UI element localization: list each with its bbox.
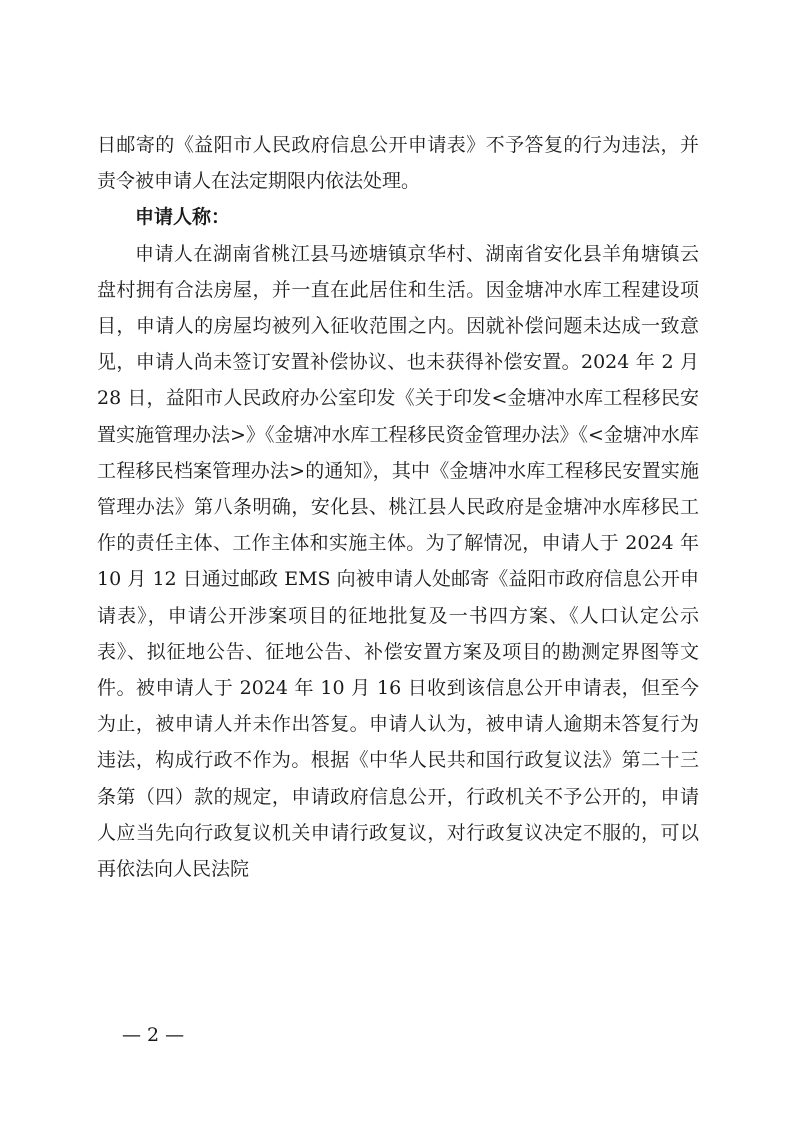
page-number: — 2 — xyxy=(122,1024,185,1046)
document-body xyxy=(97,127,699,887)
continuation-paragraph: 日邮寄的《益阳市人民政府信息公开申请表》不予答复的行为违法，并责令被申请人在法定期限内依法处理。 xyxy=(97,134,699,193)
body-paragraph: 申请人在湖南省桃江县马迹塘镇京华村、湖南省安化县羊角塘镇云盘村拥有合法房屋，并一直在此居住和生活。因金塘冲水库工程建设项目，申请人的房屋均被列入征收范围之内。因就补偿问题未达成一致意见，申请人尚未签订安置补偿协议、也未获得补偿安置。2024 年 2 月 28 日，益阳市人民政府办公室印发《关于印发<金塘冲水库工程移民安置实施管理办法>》《金塘冲水库工程移民资金管理办法》《<金塘冲水库工程移民档案管理办法>的通知》，其中《金塘冲水库工程移民安置实施管理办法》第八条明确，安化县、桃江县人民政府是金塘冲水库移民工作的责任主体、工作主体和实施主体。为了解情况，申请人于 2024 年 10 月 12 日通过邮政 EMS 向被申请人处邮寄《益阳市政府信息公开申请表》，申请公开涉案项目的征地批复及一书四方案、《人口认定公示表》、拟征地公告、征地公告、补偿安置方案及项目的勘测定界图等文件。被申请人于 2024 年 10 月 16 日收到该信息公开申请表，但至今为止，被申请人并未作出答复。申请人认为，被申请人逾期未答复行为违法，构成行政不作为。根据《中华人民共和国行政复议法》第二十三条第（四）款的规定，申请政府信息公开，行政机关不予公开的，申请人应当先向行政复议机关申请行政复议，对行政复议决定不服的，可以再依法向人民法院 xyxy=(97,242,699,881)
section-heading: 申请人称： xyxy=(135,206,231,229)
